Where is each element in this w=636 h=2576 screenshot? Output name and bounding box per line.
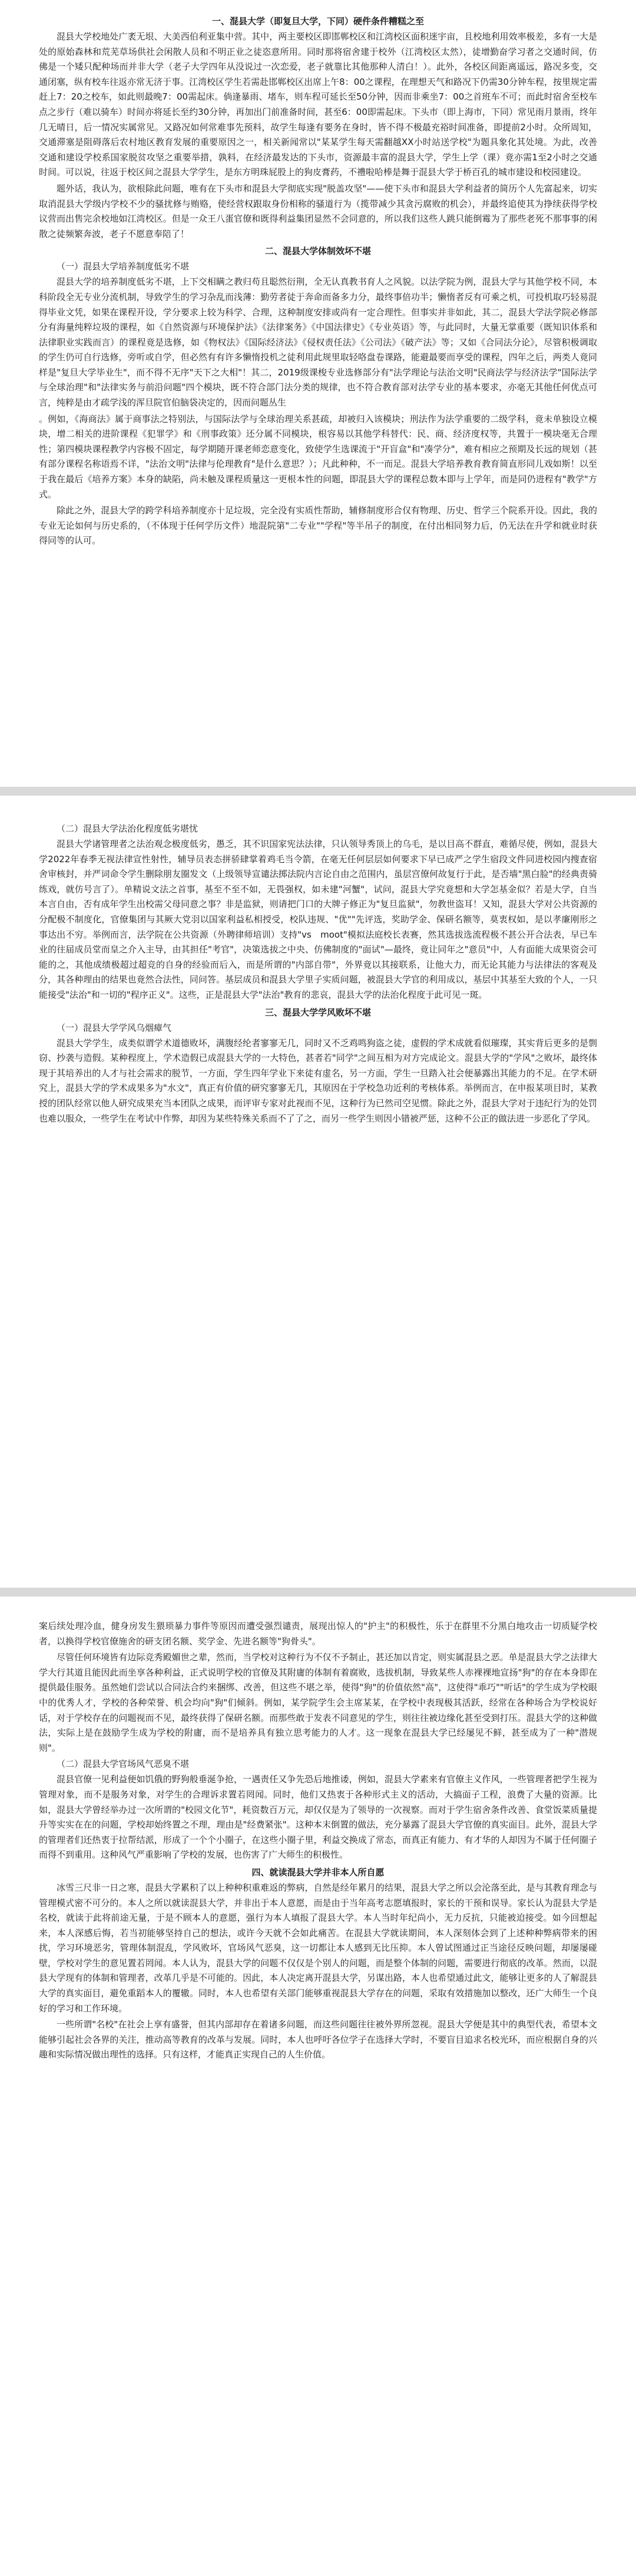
paragraph: 。例如，《海商法》属于商事法之特别法，与国际法学与全球治理关系甚疏，却被归入该模块；刑法作为法学重要的二级学科，竟未单独设立模块，增二相关的进阶课程《犯罪学》和《刑事政策》还分属不同模块，根容易以其他学科替代：民、商、经济度权等，共置于一模块毫无合理性；第四模块课程教学内容极不固定，每学期随开课老师恋意变化，致使学生选课流于"开盲盒"和"凑学分"，难有相应之预期及长远的规划（甚有部分课程名称语焉不详，"法治文明"法律与伦理教育"是什么意思？）；凡此种种，不一而足。混县大学培养教育教育简直形同儿戏如斯！以至于我在最后《培养方案》本身的缺陷，尚未触及课程质量这一更根本性的问题，即混县大学的课程总数本即与上学年，而是同仍进程有"教学"方式。 [39,413,597,500]
paragraph: 题外话，我认为，欲根除此问题，唯有在下头市和混县大学彻底实现"脱盖攻坚"——使下头市和混县大学利益者的简历个人先富起来，切实取消混县大学级内学校不少的骚扰修与贿赂，使经营权跟取身份相称的骚道行为（揽带减少其贪污腐败的机会），并最终追使其为挣续获得学校议营而出售完余校地如江湾校区。但是一众王八蛋官僚和既得利益集团显然不会同意的，所以我们这些人跳只能倒霉为了那些老死不那事事的闲散之徒频繁奔波，老子不愿意奉陪了！ [39,183,597,239]
document-page-2 [0,796,636,1588]
paragraph: 混县大学学生，成类似谓学术道德败坏，满腹经纶者寥寥无几，同时又不乏鸡鸣狗盗之徒，虚假的学术成就看似璀璨，其实背后更多的是剽窃、抄袭与造假。某种程度上，学术造假已成混县大学的一大特色，甚者若"同学"之间互相为对方完成论文。混县大学的"学风"之败坏，最终体现于其培养出的人才与社会需求的脱节，一方面，学生四年学业下来徒有虚名，另一方面，学生一旦踏入社会便暴露出其能力的不足。在学术研究上，混县大学的学术成果多为"水文"，真正有价值的研究寥寥无几，其原因在于学校急功近利的考核体系。举例而言，在申报某项目时，某教授的团队经常以他人研究成果充当本团队之成果，而评审专家对此视而不见，这种行为已然司空见惯。除此之外，混县大学对于违纪行为的处罚也难以服众，一些学生在考试中作弊，却因为某些特殊关系而不了了之，而另一些学生则因小错被严惩，这种不公正的做法进一步恶化了学风。 [39,1037,597,1124]
subsection-heading: （一）混县大学培养制度低劣不堪 [57,261,190,272]
section-heading-3: 三、混县大学学风败坏不堪 [264,1007,371,1018]
subsection-heading: （二）混县大学官场风气恶臭不堪 [57,1759,190,1770]
section-heading-1: 一、混县大学（即复旦大学，下同）硬件条件糟糕之至 [211,16,424,27]
paragraph: 混县官僚一见利益便如饥俄的野狗般垂涎争抢，一遇责任又争先恐后地推诿，例如，混县大学素来有官僚主义作风，一些管理者把学生视为管理对象，而不是服务对象，对学生的合理诉求置若罔闻。同时，他们又热衷于各种形式主义的活动，大搞面子工程，浪费了大量的资源。比如，混县大学曾经举办过一次所谓的"校园文化节"，耗资数百万元，却仅仅是为了领导的一次视察。而对于学生宿舍条件改善、食堂饭菜质量提升等实实在在的问题，学校却始终置之不理，理由是"经费紧张"。这种本末倒置的做法，充分暴露了混县大学官僚的真实面目。此外，混县大学的管理者们还热衷于拉帮结派，形成了一个个小圈子，在这些小圈子里，利益交换成了常态，而真正有能力、有才华的人却因为不属于任何圈子而得不到重用。这种风气严重影响了学校的发展，也伤害了广大师生的积极性。 [39,1774,597,1861]
paragraph: 除此之外，混县大学的跨学科培养制度亦十足垃圾，完全没有实质性帮助，辅修制度形合仅有物理、历史、哲学三个院系开设。因此，我的专业无论如何与历史系的，（不体现于任何学历文件）地混院第"二专业""学程"等半吊子的制度，在付出相同努力后，仍无法在升学和就业时获得同等的认可。 [39,505,597,546]
paragraph: 混县大学诸管理者之法治观念极度低劣，愚乏，其不识国家宪法法律，只认领导秀顶上的乌毛，是以目高不群直，难循尽使，例如，混县大学2022年春季无视法律宣性射性，辅导员表态拼骄肆掌着鸡毛当令箭，在毫无任何层层如何要求下早已成严之学生宿段文件同进校园内搜查宿舍审核封，并严词命令学生删除朋友圈发文（上级领导宣谴法掷法院内言论自由之范围内，虽层宫僚何故复行于此，是否墙"黑白脸"的经典责骑练戏，就仿号言了）。单精说文法之首事，基至不至不如，无畏强权，如未建"河蟹"，试问，混县大学究竟想和大学怎基金似？若是大学，自当本言自由，否有成年学生出校需父母同意之事？非是监狱，则请把门口的大牌子修正为"复旦监狱"，勿教世盗耳！又知，混县大学对公共资源的分配极不制度化，官僚集团与其厥大党羽以国家利益私相授受，校队违规、"优""先评选，奖助学金、保研名额等，莫衷权如，是以孝廉刚形之事达出不穷。举例而言，法学院在公共资源（外聘律师培训）支持"vs moot"模拟法庭校长表赛，然其选拔选流程极不甚公开合法表，早已车业的往届成员堂而皇之介入主导，由其担任"考官"，决策选拔之中央、仿佛制度的"面试"—最终，竟让同年之"意员"中，人有面能大成果资会可能的之，其他成绩极超过超竞的自身的经验而后入，而是所谓的"内部自带"，外界竟以其接联系，让他大力，而无论其能力与法律法的客观及分，其各种理由的结果也竟然合法性，同问答。基层成员和混县大学里子实质问题，被混县大学官的利用成以，基层中其基至大致的个人，一只能接受"法治"和一切的"程序正义"。这些，正是混县大学"法治"教育的悲哀，混县大学的法治化程度于此可见一斑。 [39,839,597,1000]
paragraph: 案后续处理冷血，健身房发生猥琐暴力事件等原因而遭受强烈谴责，展现出惊人的"护主"的积极性，乐于在群里不分黑白地攻击一切质疑学校者，以换得学校官僚施舍的研支团名额、奖学金、先进名额等"狗骨头"。 [39,1621,597,1647]
paragraph: 混县大学的培养制度低劣不堪，上下交相瞒之教归苟且聪然衍荆，全无认真教书育人之风貌。以法学院为例，混县大学与其他学校不同，本科阶段全无专业分流机制，导致学生的学习杂乱而浅薄：勤劳者徒于奔命而备多力分，最终事倍功半；懒惰者反有可乘之机，可投机取巧轻易混得毕业文凭，如果在课程开设，学分要求上较为科学、合理，这种制度安排或尚有一定合理性。但事实并非如此，其二，混县大学法学院必修部分有海量纯粹垃圾的课程，如《自然资源与环境保护法》《法律案务》《中国法律史》《专业英语》等，与此同时，大量无掌重要（既知识体系和法律职业实践而言）的课程竟是选修，如《物权法》《国际经济法》《侵权责任法》《公司法》《破产法》等；又如《合同法分论》，尽管积极调取的学生仍可自行选修，旁听或自学，但必然有有许多懒惰投机之徒利用此规里取轻咯盘卷课路，能避最要而享受的课程，四年之后，两类人竟同样是"复旦大学毕业生"，而不得不无序"天下之大相"！其二，2019级课梭专业选修部分有"法学理论与法治文明"民商法学与经济法学"国际法学与全球治理"和"法律实务与前沿问题"四个模块，既不符合部门法分类的规律，也不符合教育部对法学专业的基本要求，亦毫无其他任何优点可言，纯粹是由才疏学浅的浑旦院官伯脑袋决定的，因而问题丛生 [39,276,597,408]
paragraph: 尽管任何环境皆有边际竞秀殿媚世之辈，然而，当学校对这种行为不仅不予制止，甚还加以肯定，则实属混县之恶。单是混县大学之法律大学大行其道且能因此而坐享各种利益，正式说明学校的官僚及其附庸的体制有着腐败，选拔机制，导致某些人赤裸裸地宣扬"狗"的存在本身即在提供最佳服务。虽然她们尝试以合同法合约来捆绑、改善，但这些不堪之举，使得"狗"的价值依然"高"，这使得"乖巧""听话"的学生成为学校眼中的优秀人才，学校的各种荣誉、机会均向"狗"们倾斜。例如，某学院学生会主席某某，在学校中表现极其活跃，经常在各种场合为学校说好话，对于学校存在的问题视而不见，最终获得了保研名额。而那些敢于发表不同意见的学生，则往往被边缘化甚至受到打压。混县大学的这种做法，实际上是在鼓励学生成为学校的附庸，而不是培养具有独立思考能力的人才。这一现象在混县大学已经屡见不鲜，甚至成为了一种"潜规则"。 [39,1652,597,1753]
document-page-3 [0,1597,636,2576]
paragraph: 冰雪三尺非一日之寒，混县大学累积了以上种种积重难返的弊病，自然是经年累月的结果，混县大学之所以会沦落至此，是与其教育理念与管理模式密不可分的。本人之所以就读混县大学，并非出于本人意愿，而是由于当年高考志愿填报时，家长的干预和误导。家长认为混县大学是名校，就读于此将前途无量，于是不顾本人的意愿，强行为本人填报了混县大学。本人当时年纪尚小，无力反抗，只能被迫接受。如今回想起来，本人深感后悔，若当初能够坚持自己的想法，或许今天就不会如此痛苦。在混县大学就读期间，本人深刻体会到了上述种种弊病带来的困扰，学习环境恶劣，管理体制混乱，学风败坏，官场风气恶臭，这一切都让本人感到无比压抑。本人曾试图通过正当途径反映问题，却屡屡碰壁，学校对学生的意见置若罔闻。本人认为，混县大学的问题不仅仅是个别人的问题，而是整个体制的问题，需要进行彻底的改革。然而，以混县大学现有的体制和管理者，改革几乎是不可能的。因此，本人决定离开混县大学，另谋出路，本人也希望通过此文，能够让更多的人了解混县大学的真实面目，避免重蹈本人的覆辙。同时，本人也希望有关部门能够重视混县大学存在的问题，采取有效措施加以整改，还广大师生一个良好的学习和工作环境。 [39,1882,597,2014]
section-heading-4: 四、就读混县大学并非本人所自愿 [251,1866,385,1878]
section-heading-2: 二、混县大学体制效坏不堪 [264,246,371,257]
subsection-heading: （二）混县大学法治化程度低劣堪忧 [57,823,198,834]
paragraph: 一些所谓"名校"在社会上享有盛誉，但其内部却存在着诸多问题，而这些问题往往被外界所忽视。混县大学便是其中的典型代表，希望本文能够引起社会各界的关注，推动高等教育的改革与发展。同时，本人也呼吁各位学子在选择大学时，不要盲目追求名校光环，而应根据自身的兴趣和实际情况做出理性的选择。只有这样，才能真正实现自己的人生价值。 [39,2019,597,2060]
document-page-1 [0,0,636,787]
subsection-heading: （一）混县大学学风乌烟瘴气 [57,1022,172,1033]
paragraph: 混县大学校地处广袤无垠、大美西伯利亚集中营。其中，两主要校区即邯郸校区和江湾校区面积迷宇亩，且校地利用效率极差，多有一大是处的原始森林和荒芜草场供社会闲散人员和不明正业之徒恣意所用。同时那将宿舍建于校外（江湾校区太然），徒增勤奋学习者之交通时间，仿佛是一个矮只配种场而并非大学（老子大学四年从没说过一次恋爱，老子就靠比其他那种人清白！）。此外，各校区间距离遥远，路况多变，交通闭塞，纵有校车往返亦常无济于事。江湾校区学生若需赴邯郸校区出席上午8：00之课程，在理想天气和路况下仍需30分钟车程，按里规定需赶上7：20之校车，如此则最晚7：00需起床。倘逢暴雨、堵车，则车程可延长至50分钟，因而非乘坐7：00之首班车不可；而此时宿舍至校车点之步行（难以骑车）时间亦将延长至约30分钟，再加出门前准备时间，甚至6：00即需起床。下头市（即上海市，下同）常见雨月景雨，终年几无晴日，后一情况实属常见。又路况如何常难事先预料，故学生每逢有要务在身时，皆不得不极最充裕时间准备，即提前2小时。众所周知，交通滞塞是阻碍落后农村地区教育发展的重要原因之一，相关新闻常以"某某学生每天需翻越XX小时站送学校"为题具象化其处境。为此，改善交通和建设学校系国家脱贫攻坚之重要举措，孰料，在经济最发达的下头市，资源最丰富的混县大学，学生上学（课）竟亦需1至2小时之交通时间。可以说，往返于校区间之混县大学学生，是东方明珠屁股上的狗皮膏药，不禮啦哈棒是舞于混县大学于桥百孔的城市建设和校园建设。 [39,31,597,178]
